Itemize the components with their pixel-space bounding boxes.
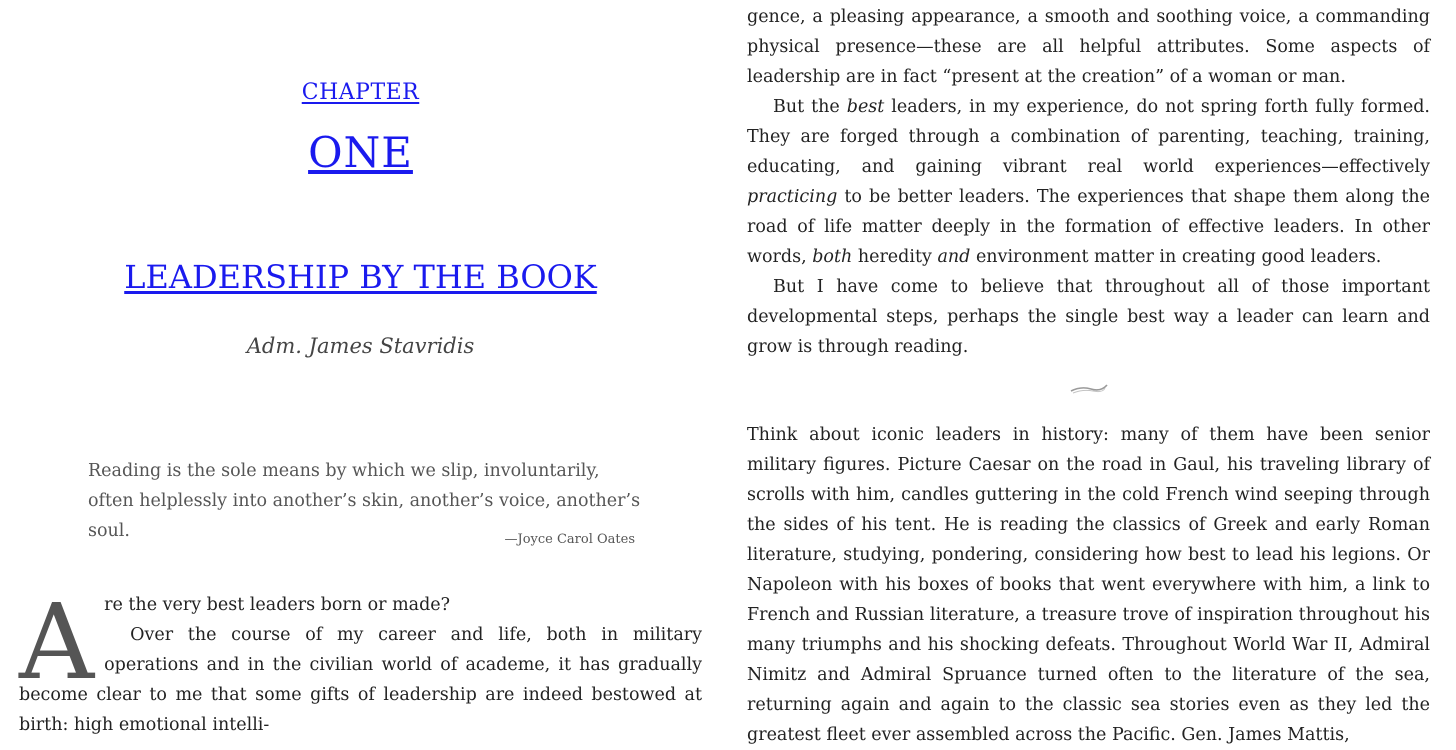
chapter-title xyxy=(0,258,721,296)
chapter-title-link[interactable]: LEADERSHIP BY THE BOOK xyxy=(124,258,597,296)
chapter-label xyxy=(0,80,721,105)
left-body-text xyxy=(19,581,702,740)
paragraph: Over the course of my career and life, both in military operations and in the civilian world of academe, it has gradually become clear to me that some gifts of leadership are indeed bestowed at birth: high emotional intelli- xyxy=(19,625,702,735)
epigraph-attribution: —Joyce Carol Oates xyxy=(504,532,635,547)
paragraph-opening: re the very best leaders born or made? xyxy=(104,595,451,615)
emphasis: and xyxy=(937,247,971,267)
section-break xyxy=(747,366,1430,408)
left-page xyxy=(0,0,721,735)
right-page xyxy=(747,0,1430,745)
author-name: Adm. James Stavridis xyxy=(246,334,475,358)
chapter-number-link[interactable]: ONE xyxy=(308,128,413,177)
chapter-number xyxy=(0,128,721,177)
emphasis: practicing xyxy=(747,187,838,207)
emphasis: both xyxy=(812,247,853,267)
page-gutter xyxy=(721,0,747,731)
paragraph: gence, a pleasing appearance, a smooth and soothing voice, a commanding physical presence—these are all helpful attributes. Some aspects of leadership are in fact “present at the creation” of a woman or man. xyxy=(747,7,1430,87)
chapter-label-link[interactable]: CHAPTER xyxy=(301,80,420,105)
drop-cap: A xyxy=(19,581,95,703)
emphasis: best xyxy=(846,97,885,117)
right-body-text xyxy=(747,2,1430,750)
paragraph: Think about iconic leaders in history: many of them have been senior military figures. Picture Caesar on the road in Gaul, his traveling library of scrolls with him, candles guttering in the cold French wind seeping through the sides of his tent. He is reading the classics of Greek and early Roman literature, studying, pondering, considering how best to lead his legions. Or Napoleon with his boxes of books that went everywhere with him, a link to French and Russian literature, a treasure trove of inspiration throughout his many triumphs and his shocking defeats. Throughout World War II, Admiral Nimitz and Admiral Spruance turned often to the literature of the sea, returning again and again to the classic sea stories even as they led the greatest fleet ever assembled across the Pacific. Gen. James Mattis, xyxy=(747,425,1430,745)
epigraph-text: Reading is the sole means by which we slip, involuntarily, often helplessly into another’s skin, another’s voice, another’s soul. xyxy=(88,461,641,541)
section-break-ornament-icon xyxy=(1069,377,1109,397)
paragraph: But the best leaders, in my experience, do not spring forth fully formed. They are forged through a combination of parenting, teaching, training, educating, and gaining vibrant real world experiences—effectively practicing to be better leaders. The experiences that shape them along the road of life matter deeply in the formation of effective leaders. In other words, both heredity and environment matter in creating good leaders. xyxy=(747,97,1430,267)
paragraph: But I have come to believe that throughout all of those important developmental steps, perhaps the single best way a leader can learn and grow is through reading. xyxy=(747,277,1430,357)
